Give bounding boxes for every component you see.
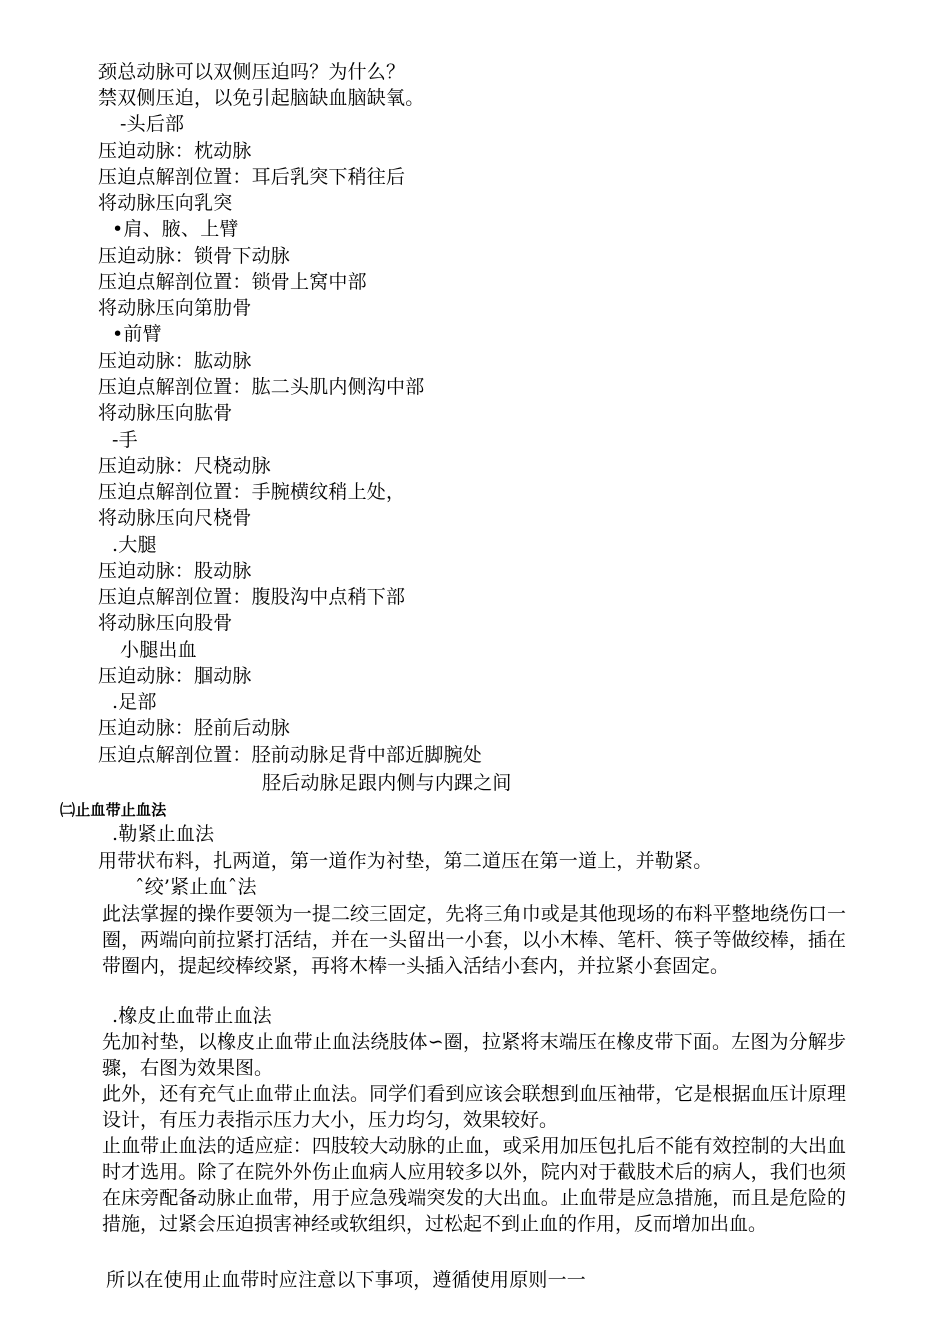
text-line: 压迫点解剖位置：肱二头肌内侧沟中部 [98, 376, 425, 398]
text-line: •肩、腋、上臂 [112, 218, 239, 240]
text-line: 将动脉压向第肋骨 [98, 297, 252, 319]
paragraph: 此法掌握的操作要领为一提二绞三固定，先将三角巾或是其他现场的布料平整地绕伤口一圈，两端向前拉紧打活结，并在一头留出一小套，以小木棒、笔杆、筷子等做绞棒，插在带圈内，提起绞棒绞紧，再将木棒一头插入活结小套内，并拉紧小套固定。 [102, 903, 846, 977]
text-line: 所以在使用止血带时应注意以下事项，遵循使用原则一一 [106, 1269, 587, 1291]
text-line: 压迫点解剖位置：胫前动脉足背中部近脚腕处 [98, 744, 483, 766]
text-line: 压迫动脉：胫前后动脉 [98, 717, 291, 739]
text-line: 将动脉压向尺桡骨 [98, 507, 252, 529]
text-line: .足部 [112, 691, 157, 713]
text-line: 用带状布料，扎两道，第一道作为衬垫，第二道压在第一道上，并勒紧。 [98, 850, 713, 872]
text-line: 压迫动脉：腘动脉 [98, 665, 252, 687]
text-line: 颈总动脉可以双侧压迫吗？为什么？ [98, 61, 406, 83]
text-line: 压迫动脉：股动脉 [98, 560, 252, 582]
text-line: 胫后动脉足跟内侧与内踝之间 [262, 772, 512, 794]
text-line: -头后部 [120, 113, 185, 135]
text-line: 压迫动脉：肱动脉 [98, 350, 252, 372]
text-line: 将动脉压向肱骨 [98, 402, 233, 424]
text-line: 压迫动脉：尺桡动脉 [98, 455, 271, 477]
text-line: 压迫动脉：锁骨下动脉 [98, 245, 291, 267]
text-line: -手 [112, 429, 138, 451]
text-line: 将动脉压向乳突 [98, 192, 233, 214]
subheading: .橡皮止血带止血法 [112, 1005, 272, 1027]
text-line: 将动脉压向股骨 [98, 612, 233, 634]
text-line: 压迫点解剖位置：腹股沟中点稍下部 [98, 586, 406, 608]
text-line: 压迫点解剖位置：耳后乳突下稍往后 [98, 166, 406, 188]
text-line: 小腿出血 [120, 639, 197, 661]
text-line: 压迫点解剖位置：手腕横纹稍上处， [98, 481, 406, 503]
text-line: 压迫点解剖位置：锁骨上窝中部 [98, 271, 367, 293]
paragraph: 先加衬垫，以橡皮止血带止血法绕肢体∽圈，拉紧将末端压在橡皮带下面。左图为分解步骤，右图为效果图。 [102, 1031, 846, 1079]
subheading: .勒紧止血法 [112, 823, 215, 845]
text-line: .大腿 [112, 534, 157, 556]
paragraph: 止血带止血法的适应症：四肢较大动脉的止血，或采用加压包扎后不能有效控制的大出血时才选用。除了在院外外伤止血病人应用较多以外，院内对于截肢术后的病人，我们也须在床旁配备动脉止血带，用于应急残端突发的大出血。止血带是应急措施，而且是危险的措施，过紧会压迫损害神经或软组织，过松起不到止血的作用，反而增加出血。 [102, 1135, 846, 1235]
text-line: 压迫动脉：枕动脉 [98, 140, 252, 162]
subheading: ˆ绞’紧止血ˆ法 [135, 876, 257, 898]
text-line: •前臂 [112, 323, 162, 345]
section-heading: ㈡止血带止血法 [60, 801, 167, 819]
paragraph: 此外，还有充气止血带止血法。同学们看到应该会联想到血压袖带，它是根据血压计原理设计，有压力表指示压力大小，压力均匀，效果较好。 [102, 1083, 846, 1131]
text-line: 禁双侧压迫，以免引起脑缺血脑缺氧。 [98, 87, 425, 109]
